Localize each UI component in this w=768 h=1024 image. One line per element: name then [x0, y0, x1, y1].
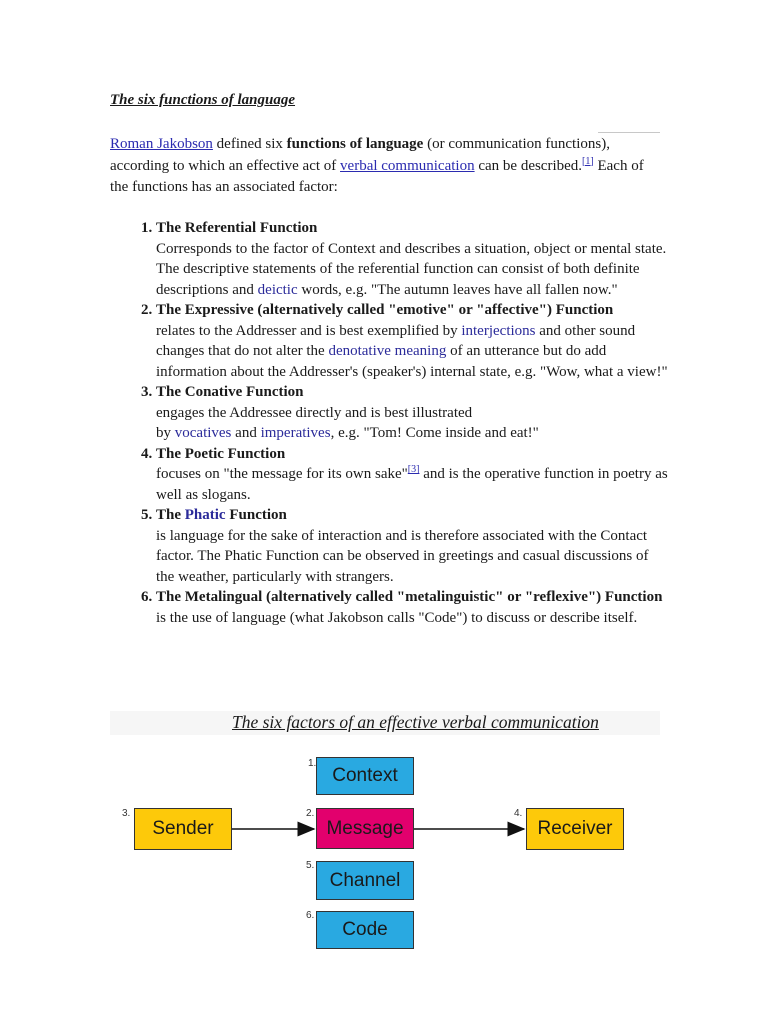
box-number: 2.	[306, 808, 315, 819]
item-body: engages the Addressee directly and is best illustrated by vocatives and imperatives, e.g. "Tom! Come inside and eat!"	[156, 404, 539, 441]
box-number: 6.	[306, 910, 315, 921]
figure-title: The six factors of an effective verbal communication	[232, 712, 599, 732]
intro-text: (or communication functions), according to which an effective act of	[110, 136, 610, 174]
link-imperatives[interactable]: imperatives	[260, 425, 331, 441]
box-context: Context	[316, 757, 414, 795]
item-body: is language for the sake of interaction and is therefore associated with the Contact factor. The Phatic Function can be observed in greetings and casual discussions of the weather, particularly with strangers.	[156, 527, 649, 585]
box-number: 1.	[308, 758, 317, 769]
intro-text: can be described.	[474, 157, 583, 174]
reference-1-link[interactable]: [1]	[582, 155, 594, 167]
intro-text: defined six	[212, 136, 287, 152]
box-number: 4.	[514, 808, 523, 819]
intro-text: Each of the functions has an associated factor:	[110, 157, 644, 195]
item-body: relates to the Addresser and is best exemplified by interjections and other sound changes that do not alter the denotative meaning of an utterance but do add information about the Addresser's (speaker's) internal state, e.g. "Wow, what a view!"	[156, 322, 668, 380]
item-heading: 1. The Referential Function	[156, 220, 318, 236]
link-denotative-meaning[interactable]: denotative meaning	[328, 343, 447, 359]
item-heading: 6. The Metalingual (alternatively called "metalinguistic" or "reflexive") Function	[156, 589, 663, 605]
link-deictic[interactable]: deictic	[257, 281, 298, 298]
link-vocatives[interactable]: vocatives	[174, 425, 232, 441]
link-interjections[interactable]: interjections	[461, 322, 536, 339]
item-heading: 3. The Conative Function	[156, 384, 304, 400]
item-heading: 5. The Phatic Function	[156, 507, 287, 523]
reference-3-link[interactable]: [3]	[407, 464, 420, 475]
item-body: focuses on "the message for its own sake"[3] and is the operative function in poetry as well as slogans.	[156, 464, 668, 503]
item-heading: 4. The Poetic Function	[156, 445, 286, 462]
box-number: 5.	[306, 860, 315, 871]
box-code: Code	[316, 911, 414, 949]
item-body: is the use of language (what Jakobson calls "Code") to discuss or describe itself.	[156, 609, 638, 626]
item-heading: 2. The Expressive (alternatively called "emotive" or "affective") Function	[156, 302, 614, 318]
box-channel: Channel	[316, 861, 414, 900]
link-verbal-communication[interactable]: verbal communication	[340, 157, 475, 174]
box-number: 3.	[122, 808, 131, 819]
item-body: Corresponds to the factor of Context and describes a situation, object or mental state. The descriptive statements of the referential function can consist of both definite descriptions and deictic words, e.g. "The autumn leaves have all fallen now."	[156, 240, 667, 298]
link-phatic[interactable]: Phatic	[184, 507, 226, 523]
link-roman-jakobson[interactable]: Roman Jakobson	[110, 136, 213, 152]
box-message: Message	[316, 808, 414, 849]
box-receiver: Receiver	[526, 808, 624, 850]
box-sender: Sender	[134, 808, 232, 850]
intro-bold-term: functions of language	[286, 136, 424, 152]
document-title: The six functions of language	[110, 92, 296, 108]
